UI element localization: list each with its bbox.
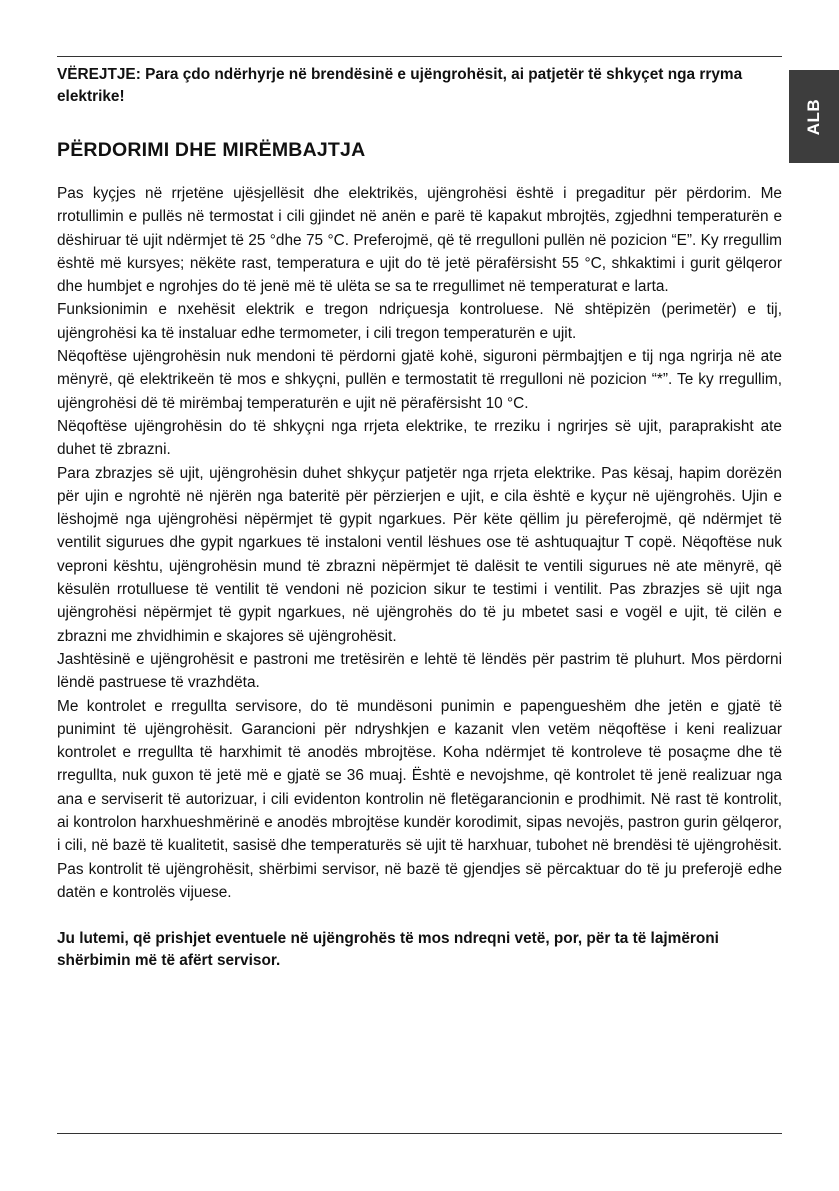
page-content [57, 64, 782, 972]
section-title: PËRDORIMI DHE MIRËMBAJTJA [57, 139, 366, 161]
paragraph-1: Pas kyçjes në rrjetëne ujësjellësit dhe elektrikës, ujëngrohësi është i pregaditur për përdorim. Me rrotullimin e pullës në termostat i cili gjindet në anën e parë të kapakut mbrojtës, zgjedhni temperaturën e dëshiruar të ujit ndërmjet të 25 °dhe 75 °C. Preferojmë, që të rregulloni pullën në pozicion “E”. Ky rregullim është më kursyes; nëkëte rast, temperatura e ujit do të jetë përafërsisht 55 °C, shkaktimi i gurit gëlqeror dhe humbjet e ngrohjes do të jenë më të ulëta se sa te rregullimet në temperaturat e larta. [57, 185, 782, 296]
language-tab [789, 70, 839, 163]
warning-note: VËREJTJE: Para çdo ndërhyrje në brendësinë e ujëngrohësit, ai patjetër të shkyçet nga rryma elektrike! [57, 66, 743, 105]
bottom-rule [57, 1133, 782, 1134]
closing-note: Ju lutemi, që prishjet eventuele në ujëngrohës të mos ndreqni vetë, por, për ta të lajmëroni shërbimin më të afërt servisor. [57, 930, 719, 970]
paragraph-7: Me kontrolet e rregullta servisore, do të mundësoni punimin e papengueshëm dhe jetën e gjatë të punimint të ujëngrohësit. Garancioni për ndryshkjen e kazanit vlen vetëm nëqoftëse i keni realizuar kontrolet e rregullta të harxhimit të anodës mbrojtëse. Koha ndërmjet të kontroleve të posaçme dhe të rregullta, nuk guxon të jetë më e gjatë se 36 muaj. Është e nevojshme, që kontrolet të jenë realizuar nga ana e serviserit të autorizuar, i cili evidenton kontrolin në fletëgarancionin e prodhimit. Në rast të kontrolit, ai kontrolon harxhueshmërinë e anodës mbrojtëse kundër korodimit, sipas nevojës, pastron gurin gëlqeror, i cili, në bazë të kualitetit, sasisë dhe temperaturës së ujit të harxhuar, tubohet në brendësi të ujëngrohësit. Pas kontrolit të ujëngrohësit, shërbimi servisor, në bazë të gjendjes së përcaktuar do të ju preferojë edhe datën e kontrolës vijuese. [57, 697, 782, 901]
paragraph-3: Nëqoftëse ujëngrohësin nuk mendoni të përdorni gjatë kohë, siguroni përmbajtjen e tij nga ngrirja në ate mënyrë, që elektrikeën të mos e shkyçni, pullën e termostatit të rregulloni në pozicion “*”. Te ky rregullim, ujëngrohësi dë të mirëmbaj temperaturën e ujit në përafërsisht 10 °C. [57, 348, 782, 412]
paragraph-5: Para zbrazjes së ujit, ujëngrohësin duhet shkyçur patjetër nga rrjeta elektrike. Pas kësaj, hapim dorëzën për ujin e ngrohtë në njërën nga bateritë për përzierjen e ujit, e cila është e kyçur në ujëngrohës. Ujin e lëshojmë nga ujëngrohësi nëpërmjet të gypit ngarkues. Për këte qëllim ju përeferojmë, që ndërmjet të ventilit sigurues dhe gypit ngarkues të instaloni ventil lëshues ose të ashtuquajtur T copë. Nëqoftëse nuk veproni kështu, ujëngrohësin mund të zbrazni nëpërmjet të dalësit te ventili sigurues në ate mënyrë, që kësulën rrotulluese të ventilit të vendoni në pozicion sikur te testimi i ventilit. Pas zbrazjes së ujit nga ujëngrohësi nëpërmjet të gypit ngarkues, në ujëngrohës do të ju mbetet sasi e vogël e ujit, të cilën e zbrazni me zhvidhimin e skajores së ujëngrohësit. [57, 464, 782, 645]
body-text [57, 182, 782, 904]
paragraph-6: Jashtësinë e ujëngrohësit e pastroni me tretësirën e lehtë të lëndës për pastrim të pluhurt. Mos përdorni lëndë pastruese të vrazhdëta. [57, 650, 782, 692]
paragraph-4: Nëqoftëse ujëngrohësin do të shkyçni nga rrjeta elektrike, te rreziku i ngrirjes së ujit, paraprakisht ate duhet të zbrazni. [57, 417, 782, 459]
top-rule [57, 56, 782, 57]
paragraph-2: Funksionimin e nxehësit elektrik e tregon ndriçuesja kontroluese. Në shtëpizën (perimetër) e tij, ujëngrohësi ka të instaluar edhe termometer, i cili tregon temperaturën e ujit. [57, 301, 782, 342]
language-tab-label: ALB [804, 98, 823, 135]
